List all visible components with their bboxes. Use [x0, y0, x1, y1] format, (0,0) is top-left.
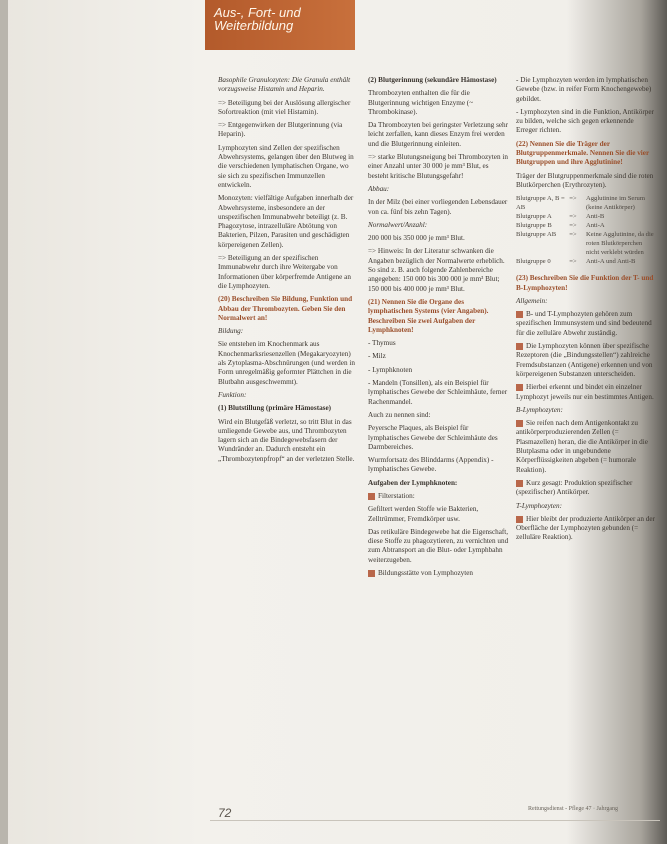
- blood-group-cell: Blutgruppe B: [516, 222, 552, 230]
- paragraph-text: Auch zu nennen sind:: [368, 410, 431, 419]
- paragraph: [368, 153, 510, 181]
- paragraph-text: (1) Blutstillung (primäre Hämostase): [218, 404, 332, 413]
- paragraph: [368, 479, 510, 488]
- paragraph-text: Wurmfortsatz des Blinddarms (Appendix) - lymphatisches Gewebe.: [368, 456, 494, 474]
- agglutinin-cell: Anti-B: [585, 213, 605, 221]
- paragraph: [368, 339, 510, 348]
- arrow-cell: =>: [569, 195, 577, 203]
- paragraph: [218, 254, 358, 291]
- page-number: 72: [218, 806, 232, 820]
- paragraph-text: Die Lymphozyten können über spezifische Rezeptoren (die „Bindungsstellen“) zahlreiche Fremdsubstanzen (Antigene) erkennen und von körpereigenen Substanzen unterscheiden.: [516, 342, 653, 378]
- agglutinin-cell: Keine Agglutinine, da die roten Blutkörperchen nicht verklebt würden: [585, 231, 654, 257]
- paragraph-text: (20) Beschreiben Sie Bildung, Funktion und Abbau der Thrombozyten. Geben Sie den Normalwert an!: [218, 295, 353, 322]
- paragraph: [516, 310, 656, 338]
- paragraph-text: (21) Nennen Sie die Organe des lymphatischen Systems (vier Angaben). Beschreiben Sie zwei Aufgaben der Lymphknoten!: [368, 297, 489, 334]
- paragraph: [368, 185, 510, 194]
- blood-group-table: [516, 194, 656, 266]
- paragraph: [368, 121, 510, 149]
- square-bullet-icon: [516, 516, 523, 523]
- paragraph-text: (23) Beschreiben Sie die Funktion der T- und B-Lymphozyten!: [516, 274, 654, 292]
- paragraph-text: Peyersche Plaques, als Beispiel für lymphatisches Gewebe der Schleimhäute des Darmbereiches.: [368, 424, 498, 451]
- paragraph-text: Hier bleibt der produzierte Antikörper an der Oberfläche der Lymphozyten gebunden (= zelluläre Reaktion).: [516, 514, 655, 542]
- paragraph-text: Wird ein Blutgefäß verletzt, so tritt Blut in das umliegende Gewebe aus, und Thrombozyten lagern sich an die Bindegewebsfasern der Wundränder an. Dadurch entsteht ein „Thrombozytenpfropf“ an der verletzten Stelle.: [218, 417, 355, 463]
- question-heading: [516, 140, 656, 168]
- footer-rule: [210, 820, 660, 821]
- arrow-cell: =>: [569, 213, 577, 221]
- agglutinin-cell: Anti-A: [585, 222, 605, 230]
- paragraph-text: Allgemein:: [516, 296, 548, 305]
- paragraph-text: B- und T-Lymphozyten gehören zum spezifischen Immunsystem und sind bedeutend für die zelluläre Abwehr zuständig.: [516, 310, 652, 337]
- paragraph: [516, 479, 656, 498]
- paragraph-text: Basophile Granulozyten: Die Granula enthält vorzugsweise Histamin und Heparin.: [218, 76, 351, 94]
- paragraph-text: Träger der Blutgruppenmerkmale sind die roten Blutkörperchen (Erythrozyten).: [516, 171, 654, 189]
- paragraph: [368, 379, 510, 407]
- question-heading: [218, 295, 358, 323]
- paragraph-text: - Die Lymphozyten werden im lymphatischen Gewebe (bzw. in reifer Form Knochengewebe) gebildet.: [516, 76, 652, 103]
- journal-footer: Rettungsdienst - Pflege 47 · Jahrgang: [528, 806, 619, 812]
- paragraph-text: => starke Blutungsneigung bei Thrombozyten in einer Anzahl unter 30 000 je mm³ Blut, es besteht kritische Blutungsgefahr!: [368, 153, 508, 180]
- text-column-3: [516, 76, 656, 547]
- blood-group-cell: Blutgruppe AB: [516, 231, 557, 239]
- section-title: [214, 6, 301, 32]
- paragraph-text: Normalwert/Anzahl:: [368, 220, 428, 229]
- paragraph-text: Hierbei erkennt und bindet ein einzelner Lymphozyt jeweils nur ein bestimmtes Antigen.: [516, 383, 654, 401]
- paragraph-text: Sie reifen nach dem Antigenkontakt zu antikörperproduzierenden Zellen (= Plasmazellen) heran, die die Antikörper in die Blutplasma oder in ungebundene Körperflüssigkeiten abgeben (= humorale Reaktion).: [516, 419, 648, 474]
- paragraph: [368, 505, 510, 524]
- question-heading: [368, 298, 510, 335]
- column-3-top: [516, 76, 656, 190]
- paragraph: [516, 502, 656, 511]
- paragraph: [218, 404, 358, 413]
- table-row: [516, 230, 656, 257]
- paragraph-text: Funktion:: [218, 390, 247, 399]
- paragraph-text: Filterstation:: [378, 491, 415, 500]
- paragraph-text: - Lymphozyten sind in die Funktion, Antikörper zu bilden, welche sich gegen erkennende Erreger richten.: [516, 107, 654, 135]
- paragraph-text: 200 000 bis 350 000 je mm³ Blut.: [368, 234, 465, 243]
- paragraph-text: Gefiltert werden Stoffe wie Bakterien, Zelltrümmer, Fremdkörper usw.: [368, 505, 479, 523]
- paragraph: [516, 76, 656, 104]
- paragraph: [218, 418, 358, 464]
- paragraph-text: Bildungsstätte von Lymphozyten: [378, 569, 474, 578]
- paragraph: [218, 391, 358, 400]
- paragraph-text: => Entgegenwirken der Blutgerinnung (via Heparin).: [218, 121, 343, 139]
- paragraph-text: T-Lymphozyten:: [516, 501, 562, 510]
- table-row: [516, 194, 656, 212]
- paragraph-text: Da Thrombozyten bei geringster Verletzung sehr leicht zerfallen, kann dieses Enzym frei werden und die Blutgerinnung einleiten.: [368, 121, 509, 148]
- paragraph: [368, 234, 510, 243]
- paragraph-text: => Hinweis: In der Literatur schwanken die Angaben bezüglich der Normalwerte erheblich. So sind z. B. auch folgende Zahlenbereiche angegeben: 150 000 bis 300 000 je mm³ Blut; 150 000 bis 400 000 je mm³ Blut.: [368, 247, 505, 293]
- text-column-1: [218, 76, 358, 468]
- arrow-cell: =>: [569, 222, 577, 230]
- paragraph-text: Bildung:: [218, 327, 244, 336]
- paragraph: [368, 424, 510, 452]
- paragraph-text: - Milz: [368, 352, 386, 361]
- arrow-cell: =>: [569, 258, 577, 266]
- paragraph: [516, 419, 656, 475]
- paragraph: [368, 352, 510, 361]
- paragraph-text: (22) Nennen Sie die Träger der Blutgruppenmerkmale. Nennen Sie die vier Blutgruppen und ihre Agglutinine!: [516, 139, 650, 167]
- paragraph: [368, 456, 510, 475]
- table-row: [516, 212, 656, 221]
- paragraph: [218, 121, 358, 140]
- paragraph: [368, 221, 510, 230]
- paragraph-text: => Beteiligung bei der Auslösung allergischer Sofortreaktion (mit viel Histamin).: [218, 98, 351, 116]
- paragraph: [368, 247, 510, 293]
- paragraph: [218, 76, 358, 95]
- square-bullet-icon: [516, 384, 523, 391]
- square-bullet-icon: [368, 570, 375, 577]
- paragraph-text: - Lymphknoten: [368, 365, 413, 374]
- arrow-cell: =>: [569, 231, 577, 239]
- square-bullet-icon: [368, 493, 375, 500]
- paragraph-text: - Thymus: [368, 339, 396, 348]
- section-title-line2: Weiterbildung: [214, 18, 294, 33]
- paragraph: [368, 89, 510, 117]
- square-bullet-icon: [516, 420, 523, 427]
- table-row: [516, 257, 656, 266]
- paragraph-text: Aufgaben der Lymphknoten:: [368, 478, 458, 487]
- paragraph: [218, 144, 358, 190]
- blood-group-cell: Blutgruppe A: [516, 213, 552, 221]
- agglutinin-cell: Agglutinine im Serum (keine Antikörper): [585, 195, 645, 212]
- paragraph: [516, 342, 656, 379]
- paragraph: [218, 99, 358, 118]
- paragraph: [218, 340, 358, 386]
- paragraph-text: (2) Blutgerinnung (sekundäre Hämostase): [368, 76, 497, 84]
- paragraph: [516, 172, 656, 191]
- paragraph-text: Lymphozyten sind Zellen der spezifischen Abwehrsystems, gelangen über den Blutweg in die verschiedenen lymphatischen Organe, wo sie sich zu spezifischen Immunzellen entwickeln.: [218, 143, 354, 189]
- paragraph: [368, 569, 510, 578]
- paragraph: [368, 528, 510, 565]
- paragraph: [368, 492, 510, 501]
- paragraph: [516, 108, 656, 136]
- paragraph: [368, 198, 510, 217]
- paragraph-text: Sie entstehen im Knochenmark aus Knochenmarksriesenzellen (Megakaryozyten) als Zytoplasma-Abschnürungen (und werden in Form unregelmäßig geformter Plättchen in die Blutbahn ausgeschwemmt).: [218, 340, 355, 386]
- paragraph: [368, 366, 510, 375]
- paragraph: [516, 383, 656, 402]
- square-bullet-icon: [516, 311, 523, 318]
- agglutinin-cell: Anti-A und Anti-B: [585, 258, 636, 266]
- paragraph-text: - Mandeln (Tonsillen), als ein Beispiel für lymphatisches Gewebe der Schleimhäute, ferner Rachenmandel.: [368, 379, 508, 406]
- paragraph: [516, 297, 656, 306]
- square-bullet-icon: [516, 480, 523, 487]
- book-spine: [0, 0, 8, 844]
- text-column-2: [368, 76, 510, 582]
- blood-group-cell: Blutgruppe 0: [516, 258, 551, 266]
- paragraph-text: Monozyten: vielfältige Aufgaben innerhalb der Abwehrsysteme, insbesondere an der unspezifischen Immunabwehr beteiligt (z. B. Phagozytose, intrazelluläre Abtötung von Bakterien, Pilzen, Parasiten und geschädigten körpereigenen Zellen).: [218, 194, 354, 249]
- paragraph: [218, 327, 358, 336]
- paragraph-text: B-Lymphozyten:: [516, 405, 563, 414]
- section-title-line1: Aus-, Fort- und: [214, 5, 301, 20]
- square-bullet-icon: [516, 343, 523, 350]
- paragraph: [368, 76, 510, 85]
- question-heading: [516, 274, 656, 293]
- paragraph-text: Abbau:: [368, 184, 390, 193]
- column-3-bottom: [516, 274, 656, 542]
- paragraph: [516, 406, 656, 415]
- paragraph-text: Kurz gesagt: Produktion spezifischer (spezifischer) Antikörper.: [516, 478, 633, 497]
- paragraph: [368, 411, 510, 420]
- blood-group-cell: Blutgruppe A, B = AB: [516, 195, 565, 212]
- paragraph-text: In der Milz (bei einer vorliegenden Lebensdauer von ca. fünf bis zehn Tagen).: [368, 198, 508, 216]
- paragraph-text: Das retikuläre Bindegewebe hat die Eigenschaft, diese Stoffe zu phagozytieren, zu vernichten und zum Abtransport an die Blut- oder Lymphbahn weiterzugeben.: [368, 527, 509, 564]
- table-row: [516, 221, 656, 230]
- paragraph-text: Thrombozyten enthalten die für die Blutgerinnung wichtigen Enzyme (~ Thrombokinase).: [368, 89, 474, 116]
- paragraph: [218, 194, 358, 250]
- paragraph-text: => Beteiligung an der spezifischen Immunabwehr durch ihre Weitergabe von Informationen über körperfremde Antigene an die Lymphozyten.: [218, 254, 351, 290]
- paragraph: [516, 515, 656, 543]
